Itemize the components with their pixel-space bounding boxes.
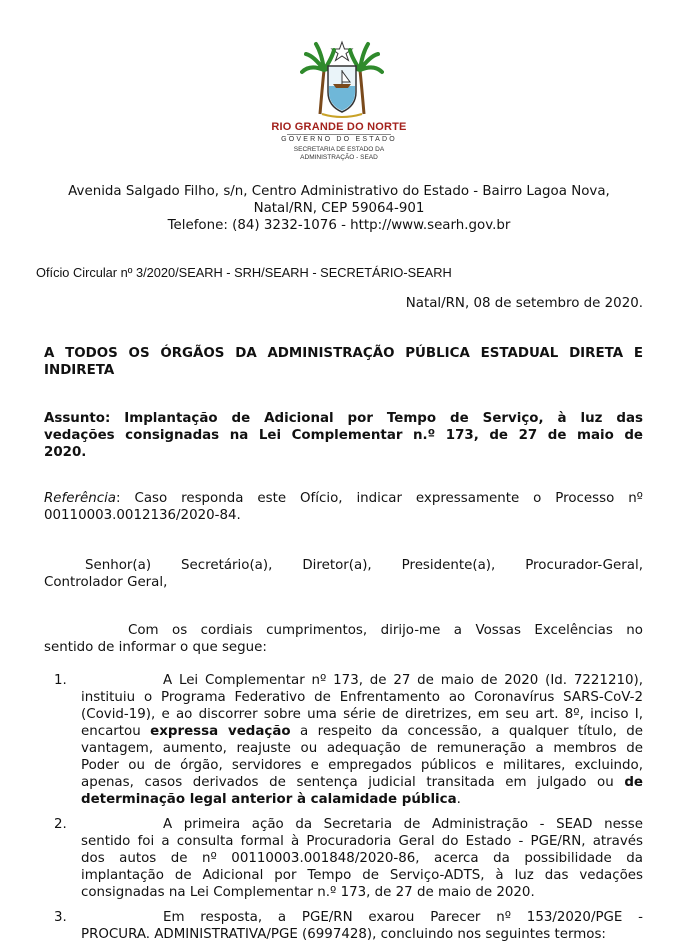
address-line-3: Telefone: (84) 3232-1076 - http://www.searh.gov.br	[167, 218, 511, 233]
item-number: 3.	[54, 910, 67, 925]
emphasis-text: expressa vedação	[150, 724, 291, 739]
reference-line	[44, 490, 643, 507]
subject	[44, 410, 643, 461]
item-number: 1.	[54, 673, 67, 688]
item-line: Poder ou de órgão, servidores e empregados públicos e militares, excluindo,	[81, 758, 643, 773]
addressee	[44, 345, 643, 379]
reference	[44, 490, 643, 524]
item-text: apenas, casos derivados de sentença judicial transitada em julgado ou	[81, 775, 625, 790]
greeting	[44, 557, 643, 591]
subject-line: Assunto: Implantação de Adicional por Tempo de Serviço, à luz das	[44, 411, 643, 426]
item-line: implantação de Adicional por Tempo de Serviço-ADTS, à luz das vedações	[81, 868, 643, 883]
emphasis-text: de	[624, 775, 643, 790]
item-line: Em resposta, a PGE/RN exarou Parecer nº 153/2020/PGE -	[163, 910, 643, 925]
intro-line: sentido de informar o que segue:	[44, 640, 267, 655]
date-line: Natal/RN, 08 de setembro de 2020.	[405, 296, 643, 311]
item-line: instituiu o Programa Federativo de Enfrentamento ao Coronavírus SARS-CoV-2	[81, 690, 643, 705]
addressee-line: INDIRETA	[44, 363, 115, 378]
item-line: consignadas na Lei Complementar n.º 173, de 27 de maio de 2020.	[81, 885, 535, 900]
reference-process: 00110003.0012136/2020-84.	[44, 508, 241, 523]
item-line: A Lei Complementar nº 173, de 27 de maio de 2020 (Id. 7221210),	[163, 673, 643, 688]
subject-line: vedações consignadas na Lei Complementar n.º 173, de 27 de maio de	[44, 428, 643, 443]
item-line: (Covid-19), e ao discorrer sobre uma série de diretrizes, em seu art. 8º, inciso I,	[81, 707, 643, 722]
reference-text: : Caso responda este Ofício, indicar expressamente o Processo nº	[116, 491, 643, 506]
item-text: encartou	[81, 724, 151, 739]
item-text: .	[456, 792, 461, 807]
item-line: PROCURA. ADMINISTRATIVA/PGE (6997428), concluindo nos seguintes termos:	[81, 927, 606, 942]
greeting-line: Senhor(a) Secretário(a), Diretor(a), Presidente(a), Procurador-Geral,	[85, 558, 643, 573]
item-text: a respeito da concessão, a qualquer título, de	[290, 724, 643, 739]
item-line	[81, 723, 643, 740]
intro-paragraph	[44, 622, 643, 656]
state-coat-of-arms-icon	[300, 40, 384, 120]
item-body	[81, 672, 643, 808]
item-line: A primeira ação da Secretaria de Administração - SEAD nesse	[163, 817, 643, 832]
state-name: RIO GRANDE DO NORTE	[271, 121, 407, 133]
item-body	[81, 909, 643, 943]
item-number: 2.	[54, 817, 67, 832]
oficio-id: Ofício Circular nº 3/2020/SEARH - SRH/SEARH - SECRETÁRIO-SEARH	[36, 265, 452, 280]
address-line-1: Avenida Salgado Filho, s/n, Centro Administrativo do Estado - Bairro Lagoa Nova,	[68, 184, 610, 199]
subject-line: 2020.	[44, 445, 87, 460]
secretariat-line-2: ADMINISTRAÇÃO - SEAD	[300, 154, 378, 161]
addressee-line: A TODOS OS ÓRGÃOS DA ADMINISTRAÇÃO PÚBLICA ESTADUAL DIRETA E	[44, 346, 643, 361]
emphasis-text: determinação legal anterior à calamidade pública	[81, 792, 457, 807]
item-line: dos autos de nº 00110003.001848/2020-86, acerca da possibilidade da	[81, 851, 643, 866]
government-label: GOVERNO DO ESTADO	[281, 136, 397, 143]
address-line-2: Natal/RN, CEP 59064-901	[253, 201, 425, 216]
intro-line: Com os cordiais cumprimentos, dirijo-me a Vossas Excelências no	[128, 623, 643, 638]
item-line	[81, 774, 643, 791]
reference-label: Referência	[44, 491, 117, 506]
divider	[287, 134, 391, 135]
item-line: vantagem, aumento, reajuste ou adequação de remuneração a membros de	[81, 741, 643, 756]
secretariat-line-1: SECRETARIA DE ESTADO DA	[293, 146, 385, 153]
item-body	[81, 816, 643, 901]
item-line	[81, 791, 643, 808]
item-line: sentido foi a consulta formal à Procuradoria Geral do Estado - PGE/RN, através	[81, 834, 643, 849]
greeting-line: Controlador Geral,	[44, 575, 168, 590]
